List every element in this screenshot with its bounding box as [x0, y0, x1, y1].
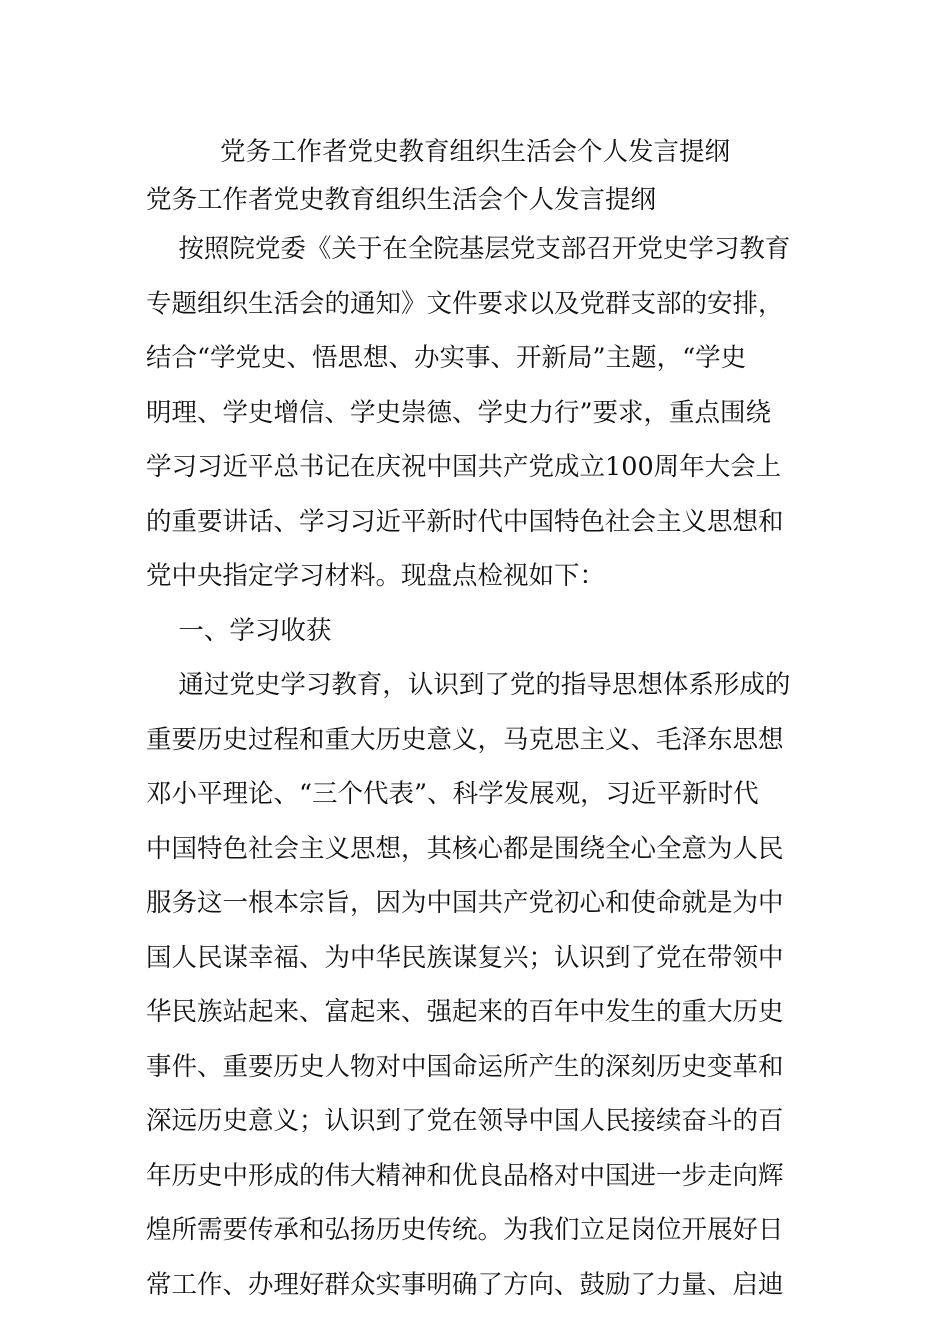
body-line: 按照院党委《关于在全院基层党支部召开党史学习教育	[146, 234, 791, 264]
document-body	[146, 222, 816, 1312]
body-line: 的重要讲话、学习习近平新时代中国特色社会主义思想和	[146, 506, 784, 537]
body-line: 服务这一根本宗旨，因为中国共产党初心和使命就是为中	[146, 888, 784, 918]
body-line: 党中央指定学习材料。现盘点检视如下：	[146, 561, 606, 591]
body-line: 中国特色社会主义思想，其核心都是围绕全心全意为人民	[146, 833, 784, 864]
body-line: 明理、学史增信、学史崇德、学史力行”要求，重点围绕	[146, 397, 772, 428]
body-line: 煌所需要传承和弘扬历史传统。为我们立足岗位开展好日	[146, 1215, 784, 1245]
body-line: 通过党史学习教育，认识到了党的指导思想体系形成的	[146, 670, 791, 700]
section-heading: 一、学习收获	[146, 615, 332, 646]
body-line: 重要历史过程和重大历史意义，马克思主义、毛泽东思想	[146, 724, 784, 755]
body-line: 结合“学党史、悟思想、办实事、开新局”主题，“学史	[146, 343, 747, 373]
body-line: 年历史中形成的伟大精神和优良品格对中国进一步走向辉	[146, 1160, 784, 1191]
document-subtitle: 党务工作者党史教育组织生活会个人发言提纲	[146, 185, 657, 215]
body-line: 邓小平理论、“三个代表”、科学发展观，习近平新时代	[146, 779, 759, 809]
body-line: 事件、重要历史人物对中国命运所产生的深刻历史变革和	[146, 1051, 784, 1082]
body-line: 华民族站起来、富起来、强起来的百年中发生的重大历史	[146, 997, 784, 1027]
body-line: 专题组织生活会的通知》文件要求以及党群支部的安排，	[146, 288, 784, 319]
body-line: 国人民谋幸福、为中华民族谋复兴；认识到了党在带领中	[146, 942, 784, 973]
body-line: 常工作、办理好群众实事明确了方向、鼓励了力量、启迪	[146, 1269, 784, 1300]
body-line: 深远历史意义；认识到了党在领导中国人民接续奋斗的百	[146, 1106, 784, 1136]
body-line: 学习习近平总书记在庆祝中国共产党成立100周年大会上	[146, 452, 782, 482]
document-title: 党务工作者党史教育组织生活会个人发言提纲	[220, 137, 731, 167]
